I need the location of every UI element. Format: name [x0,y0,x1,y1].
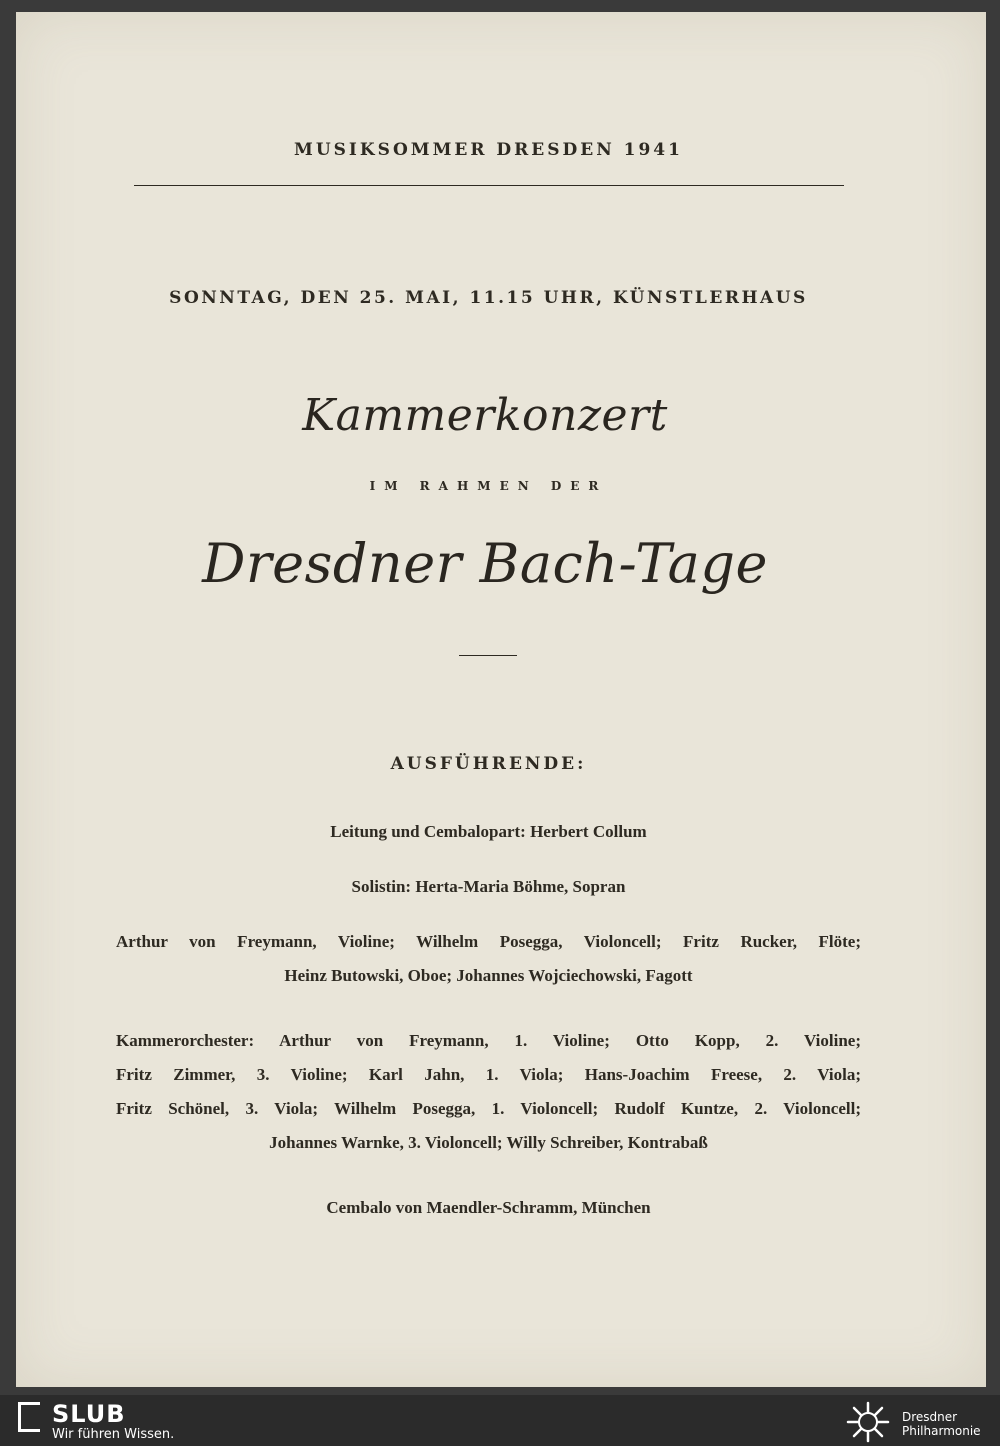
conductor-line: Leitung und Cembalopart: Herbert Collum [330,822,647,841]
event-title: Dresdner Bach-Tage [202,532,768,595]
orchestra-line-3: Fritz Schönel, 3. Viola; Wilhelm Posegga, 1. Violoncell; Rudolf Kuntze, 2. Violoncell; [116,1099,861,1118]
cembalo-line: Cembalo von Maendler-Schramm, München [326,1198,651,1217]
philharmonie-logo-icon [843,1400,893,1444]
concert-title: Kammerkonzert [302,390,668,441]
orchestra-block [116,1024,861,1160]
slub-logo-icon [18,1402,40,1432]
slub-tagline: Wir führen Wissen. [52,1427,175,1442]
philharmonie-line-1: Dresdner [902,1410,958,1424]
soloists-block [116,925,861,993]
program-sheet [16,12,986,1387]
subtitle-spaced: IM RAHMEN DER [369,479,608,493]
philharmonie-line-2: Philharmonie [902,1424,981,1438]
soloists-line-2: Heinz Butowski, Oboe; Johannes Wojciechowski, Fagott [284,966,693,985]
soloist-line: Solistin: Herta-Maria Böhme, Sopran [351,877,626,896]
slub-name: SLUB [52,1400,126,1428]
festival-header: MUSIKSOMMER DRESDEN 1941 [294,140,683,160]
date-line: SONNTAG, DEN 25. MAI, 11.15 UHR, KÜNSTLERHAUS [169,288,808,308]
performers-heading: AUSFÜHRENDE: [390,754,587,774]
header-rule [134,185,844,186]
orchestra-line-4: Johannes Warnke, 3. Violoncell; Willy Schreiber, Kontrabaß [269,1133,708,1152]
short-divider [459,655,517,656]
soloists-line-1: Arthur von Freymann, Violine; Wilhelm Posegga, Violoncell; Fritz Rucker, Flöte; [116,932,861,951]
orchestra-line-1: Kammerorchester: Arthur von Freymann, 1. Violine; Otto Kopp, 2. Violine; [116,1031,861,1050]
orchestra-line-2: Fritz Zimmer, 3. Violine; Karl Jahn, 1. Viola; Hans-Joachim Freese, 2. Viola; [116,1065,861,1084]
philharmonie-text [902,1410,981,1438]
